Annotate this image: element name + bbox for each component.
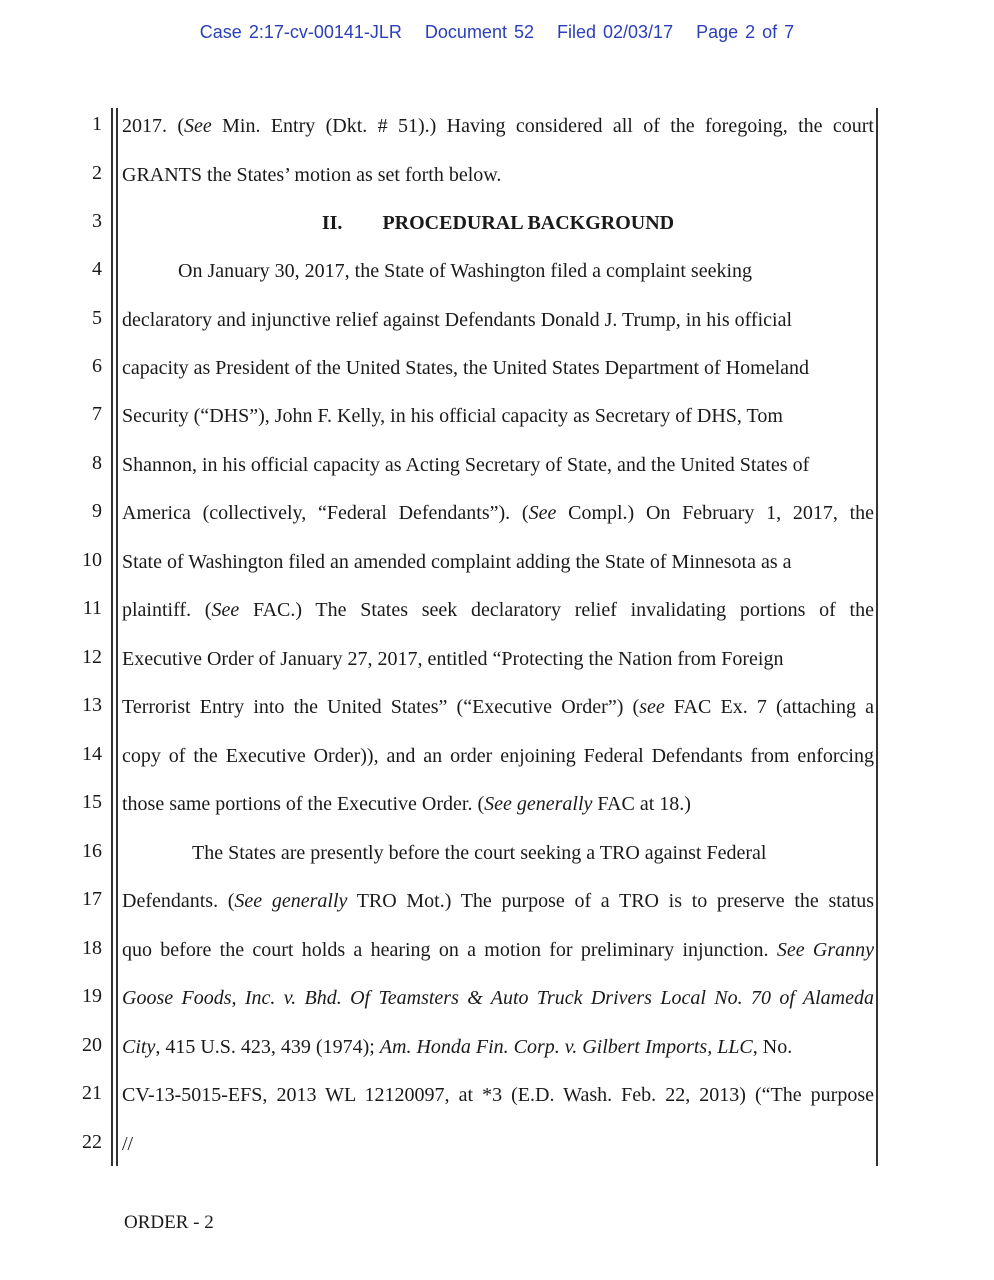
left-margin-rule-1 xyxy=(111,108,113,1166)
text-line-22: // xyxy=(122,1133,134,1155)
line-number: 16 xyxy=(82,840,102,862)
text-line-17: Defendants. (See generally TRO Mot.) The purpose of a TRO is to preserve the status xyxy=(122,890,875,912)
case-header xyxy=(0,22,994,43)
text-line-19: Goose Foods, Inc. v. Bhd. Of Teamsters & Auto Truck Drivers Local No. 70 of Alameda xyxy=(122,987,874,1009)
text-line-13: Terrorist Entry into the United States” (“Executive Order”) (see FAC Ex. 7 (attaching a xyxy=(122,696,874,718)
filed-date: Filed 02/03/17 xyxy=(557,22,674,42)
line-number: 6 xyxy=(92,355,102,377)
line-number: 18 xyxy=(82,937,102,959)
text-line-18: quo before the court holds a hearing on a motion for preliminary injunction. See Granny xyxy=(122,939,875,961)
page-footer: ORDER - 2 xyxy=(124,1212,214,1233)
line-number: 22 xyxy=(82,1131,102,1153)
line-number: 2 xyxy=(92,162,102,184)
text-line-4: On January 30, 2017, the State of Washington filed a complaint seeking xyxy=(178,260,753,282)
text-line-16: The States are presently before the court seeking a TRO against Federal xyxy=(192,842,767,864)
text-line-7: Security (“DHS”), John F. Kelly, in his official capacity as Secretary of DHS, Tom xyxy=(122,405,783,427)
text-line-1: 2017. (See Min. Entry (Dkt. # 51).) Having considered all of the foregoing, the court xyxy=(122,115,874,137)
section-heading xyxy=(122,210,874,236)
text-line-11: plaintiff. (See FAC.) The States seek declaratory relief invalidating portions of the xyxy=(122,599,874,621)
document-number: Document 52 xyxy=(424,22,534,42)
text-line-2: GRANTS the States’ motion as set forth below. xyxy=(122,164,502,186)
text-line-9: America (collectively, “Federal Defendants”). (See Compl.) On February 1, 2017, the xyxy=(122,502,874,524)
line-number: 15 xyxy=(82,791,102,813)
line-number: 4 xyxy=(92,258,102,280)
line-number: 12 xyxy=(82,646,102,668)
text-line-10: State of Washington filed an amended complaint adding the State of Minnesota as a xyxy=(122,551,792,573)
line-number: 7 xyxy=(92,403,102,425)
line-number: 5 xyxy=(92,307,102,329)
text-line-12: Executive Order of January 27, 2017, entitled “Protecting the Nation from Foreign xyxy=(122,648,784,670)
text-line-15: those same portions of the Executive Order. (See generally FAC at 18.) xyxy=(122,793,691,815)
line-number: 8 xyxy=(92,452,102,474)
heading-title: PROCEDURAL BACKGROUND xyxy=(382,212,675,234)
text-line-14: copy of the Executive Order)), and an order enjoining Federal Defendants from enforcing xyxy=(122,745,874,767)
case-number: Case 2:17-cv-00141-JLR xyxy=(199,22,402,42)
line-number: 20 xyxy=(82,1034,102,1056)
text-line-8: Shannon, in his official capacity as Acting Secretary of State, and the United States of xyxy=(122,454,810,476)
text-line-5: declaratory and injunctive relief against Defendants Donald J. Trump, in his official xyxy=(122,309,793,331)
line-number: 10 xyxy=(82,549,102,571)
text-line-20: City, 415 U.S. 423, 439 (1974); Am. Honda Fin. Corp. v. Gilbert Imports, LLC, No. xyxy=(122,1036,793,1058)
text-line-21: CV-13-5015-EFS, 2013 WL 12120097, at *3 (E.D. Wash. Feb. 22, 2013) (“The purpose xyxy=(122,1084,874,1106)
line-number: 14 xyxy=(82,743,102,765)
line-number: 3 xyxy=(92,210,102,232)
line-number: 1 xyxy=(92,113,102,135)
page-indicator: Page 2 of 7 xyxy=(696,22,795,42)
line-number: 21 xyxy=(82,1082,102,1104)
left-margin-rule-2 xyxy=(116,108,118,1166)
line-number: 19 xyxy=(82,985,102,1007)
text-line-6: capacity as President of the United States, the United States Department of Homeland xyxy=(122,357,810,379)
line-number: 17 xyxy=(82,888,102,910)
line-number: 11 xyxy=(82,597,102,619)
heading-number: II. xyxy=(321,212,343,234)
line-number: 9 xyxy=(92,500,102,522)
line-number: 13 xyxy=(82,694,102,716)
